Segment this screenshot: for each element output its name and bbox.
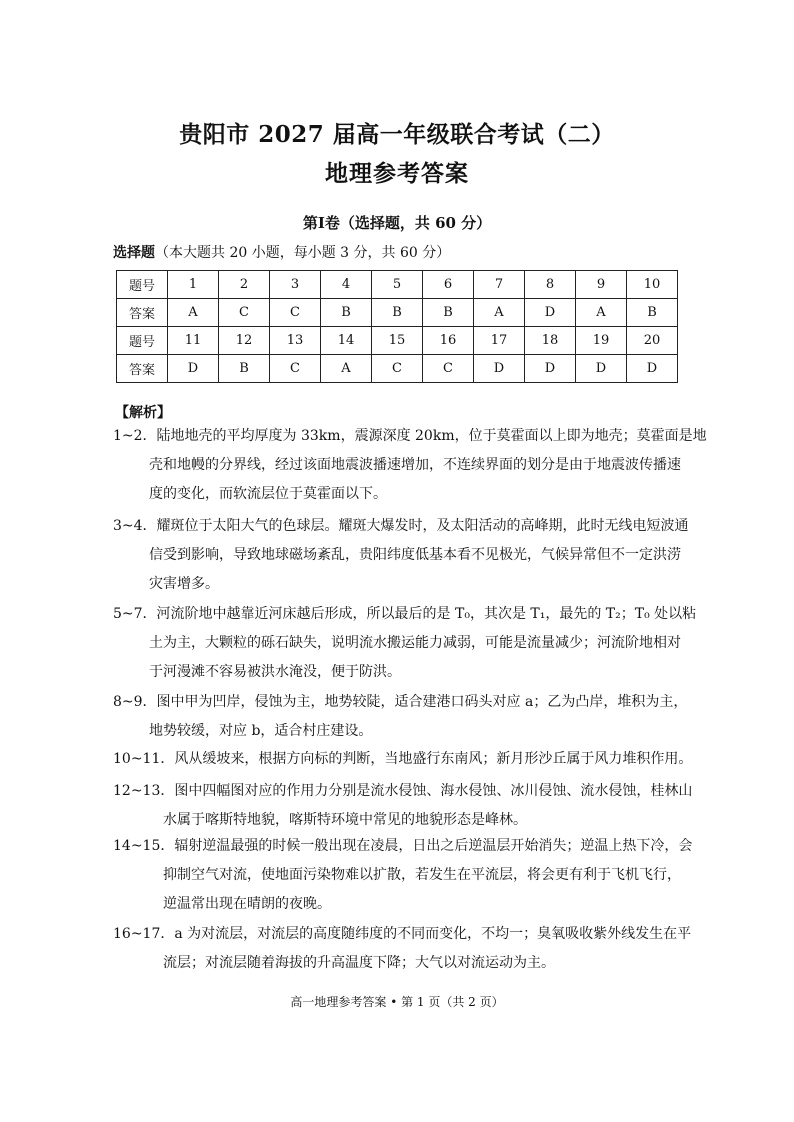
analysis-line: 于河漫滩不容易被洪水淹没，便于防洪。 [149,664,401,680]
question-number: 10 [627,271,678,299]
analysis-line: 度的变化，而软流层位于莫霍面以下。 [149,486,387,502]
answer-cell: C [423,355,474,383]
analysis-line: 信受到影响，导致地球磁场紊乱，贵阳纬度低基本看不见极光，气候异常但不一定洪涝 [149,547,681,563]
analysis-line: 16~17．a 为对流层，对流层的高度随纬度的不同而变化，不均一；臭氧吸收紫外线发生在平 [113,926,692,942]
answer-cell: D [168,355,219,383]
answer-cell: C [270,355,321,383]
table-row [117,327,678,355]
question-number: 7 [474,271,525,299]
analysis-line: 1~2．陆地地壳的平均厚度为 33km，震源深度 20km，位于莫霍面以上即为地壳；莫霍面是地 [113,428,707,444]
question-number: 5 [372,271,423,299]
answer-cell: C [372,355,423,383]
analysis-line: 5~7．河流阶地中越靠近河床越后形成，所以最后的是 T₀，其次是 T₁，最先的 T₂；T₀ 处以粘 [113,606,697,622]
answer-cell: C [270,299,321,327]
row-label: 答案 [117,355,168,383]
analysis-line: 3~4．耀斑位于太阳大气的色球层。耀斑大爆发时，及太阳活动的高峰期，此时无线电短波通 [113,518,689,534]
answer-cell: A [474,299,525,327]
answer-cell: D [525,355,576,383]
question-number: 4 [321,271,372,299]
question-number: 3 [270,271,321,299]
question-number: 11 [168,327,219,355]
mcq-label: 选择题 [113,245,155,261]
analysis-item-12-13 [113,777,693,835]
analysis-line: 土为主，大颗粒的砾石缺失，说明流水搬运能力减弱，可能是流量减少；河流阶地相对 [149,635,681,651]
analysis-line: 12~13．图中四幅图对应的作用力分别是流水侵蚀、海水侵蚀、冰川侵蚀、流水侵蚀，桂林山 [113,783,693,799]
answer-cell: B [321,299,372,327]
answer-cell: B [219,355,270,383]
question-number: 20 [627,327,678,355]
question-number: 13 [270,327,321,355]
answer-cell: D [474,355,525,383]
analysis-line: 流层；对流层随着海拔的升高温度下降；大气以对流运动为主。 [163,955,555,971]
question-number: 16 [423,327,474,355]
analysis-line: 14~15．辐射逆温最强的时候一般出现在凌晨，日出之后逆温层开始消失；逆温上热下冷，会 [113,838,693,854]
analysis-item-3-4 [113,512,689,599]
analysis-line: 10~11．风从缓坡来，根据方向标的判断，当地盛行东南风；新月形沙丘属于风力堆积作用。 [113,751,693,767]
analysis-line: 水属于喀斯特地貌，喀斯特环境中常见的地貌形态是峰林。 [163,812,527,828]
answer-cell: A [168,299,219,327]
answer-cell: C [219,299,270,327]
question-number: 2 [219,271,270,299]
question-number: 19 [576,327,627,355]
analysis-item-14-15 [113,832,693,919]
question-number: 9 [576,271,627,299]
analysis-line: 逆温常出现在晴朗的夜晚。 [163,896,331,912]
analysis-item-16-17 [113,920,692,978]
question-number: 18 [525,327,576,355]
question-number: 12 [219,327,270,355]
analysis-line: 壳和地幔的分界线，经过该面地震波播速增加，不连续界面的划分是由于地震波传播速 [149,457,681,473]
answer-cell: B [423,299,474,327]
analysis-item-8-9 [113,688,688,746]
answer-cell: D [627,355,678,383]
question-number: 8 [525,271,576,299]
question-number: 1 [168,271,219,299]
answer-cell: B [627,299,678,327]
table-row [117,355,678,383]
answer-cell: A [321,355,372,383]
analysis-line: 灾害增多。 [149,576,219,592]
analysis-item-10-11 [113,745,693,774]
mcq-instructions [113,242,450,262]
answer-cell: A [576,299,627,327]
answer-key-title: 地理参考答案 [325,160,469,187]
mcq-note: （本大题共 20 小题，每小题 3 分，共 60 分） [155,245,451,261]
page-footer: 高一地理参考答案 • 第 1 页（共 2 页） [290,995,504,1009]
analysis-item-1-2 [113,422,707,509]
table-row [117,271,678,299]
question-number: 17 [474,327,525,355]
analysis-line: 抑制空气对流，使地面污染物难以扩散，若发生在平流层，将会更有利于飞机飞行， [163,867,681,883]
analysis-heading: 【解析】 [115,405,171,421]
analysis-item-5-7 [113,600,697,687]
question-number: 6 [423,271,474,299]
answer-cell: D [525,299,576,327]
question-number: 15 [372,327,423,355]
answer-cell: B [372,299,423,327]
row-label: 题号 [117,327,168,355]
analysis-line: 8~9．图中甲为凹岸，侵蚀为主，地势较陡，适合建港口码头对应 a；乙为凸岸，堆积为主， [113,694,688,710]
row-label: 题号 [117,271,168,299]
answer-cell: D [576,355,627,383]
section-title: 第Ⅰ卷（选择题，共 60 分） [302,214,492,232]
exam-title: 贵阳市 2027 届高一年级联合考试（二） [179,121,615,148]
answer-table [116,270,678,383]
row-label: 答案 [117,299,168,327]
table-row [117,299,678,327]
question-number: 14 [321,327,372,355]
analysis-line: 地势较缓，对应 b，适合村庄建设。 [149,723,373,739]
